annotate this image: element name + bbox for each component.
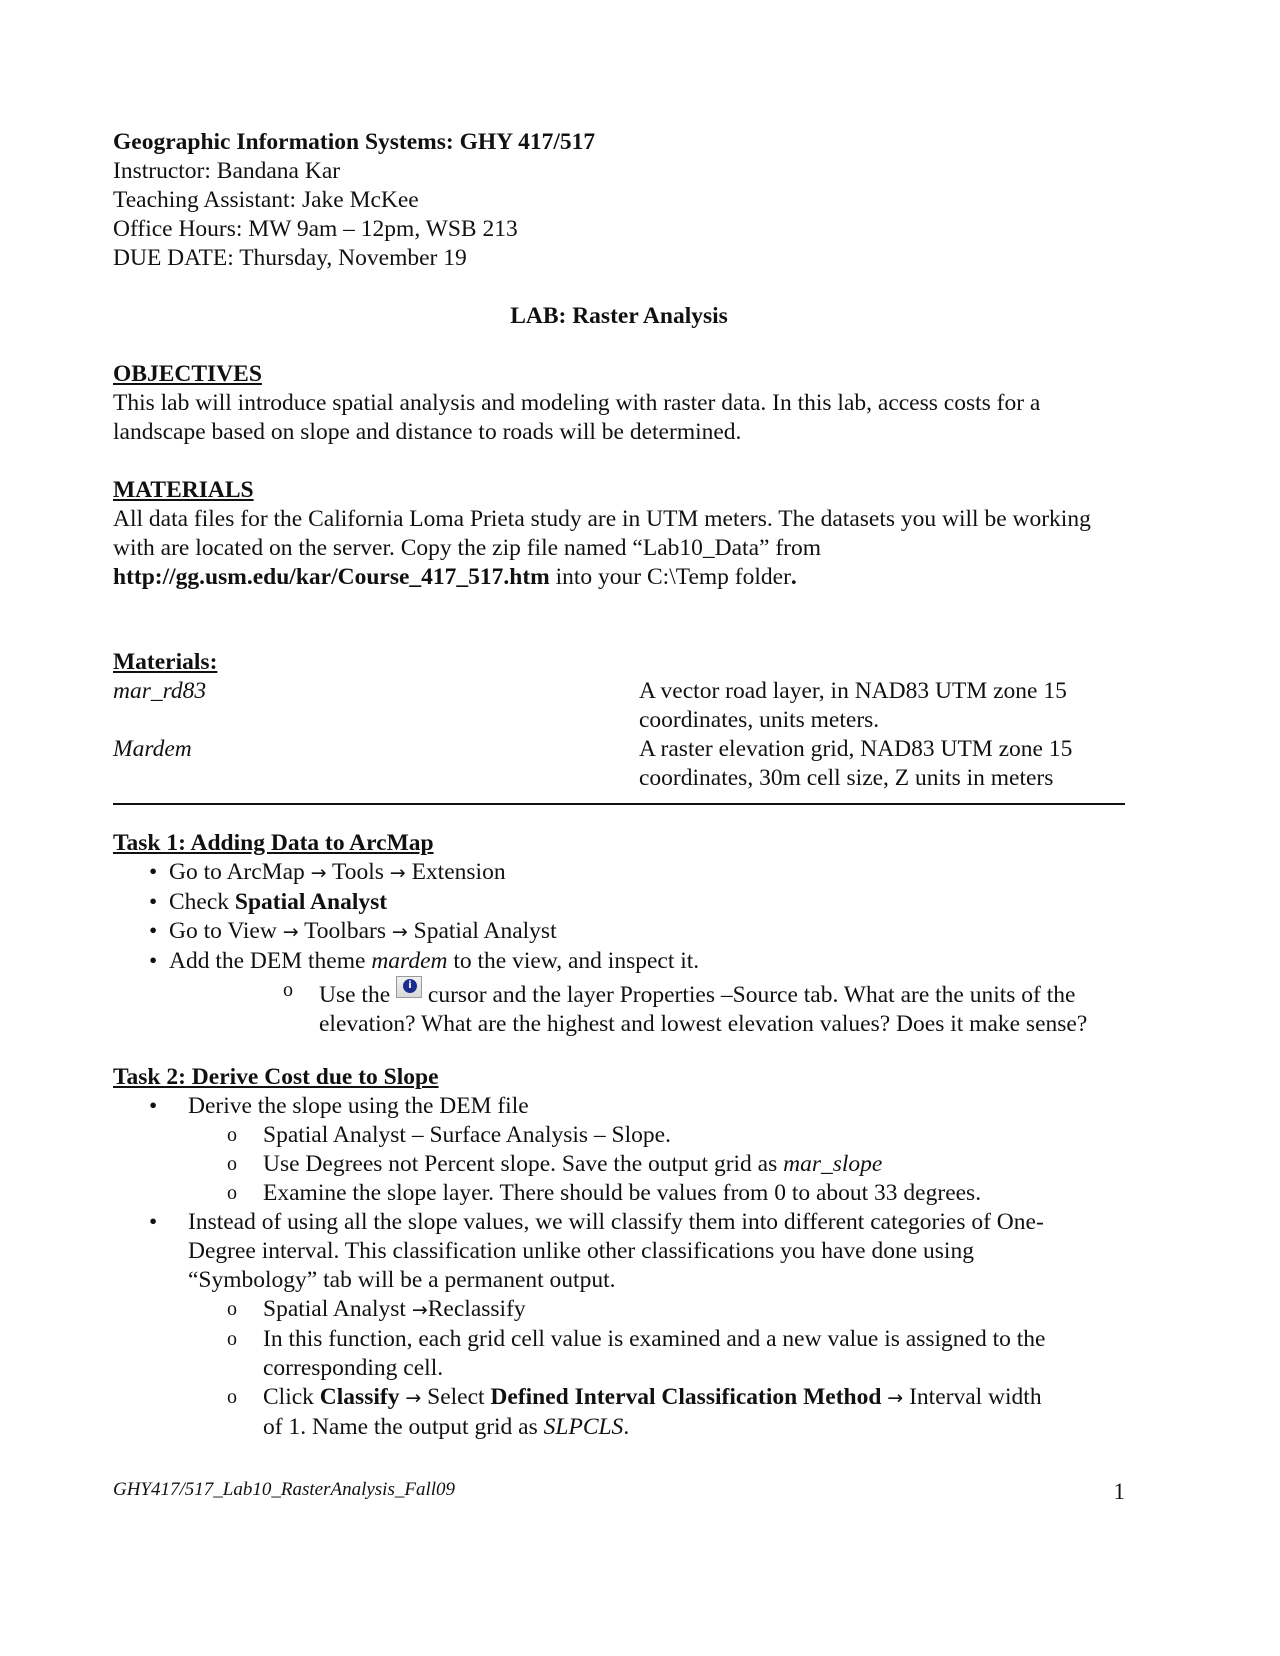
sub-list-item — [169, 976, 1125, 1039]
materials-text-intro: All data files for the California Loma Prieta study are in UTM meters. The datasets you will be working with are located on the server. Copy the zip file named “Lab10_Data” from — [113, 506, 1091, 561]
step-text: . — [623, 1414, 630, 1440]
step-text: Degree interval. This classification unlike other classifications you have done using — [188, 1238, 974, 1264]
instructor-line: Instructor: Bandana Kar — [113, 158, 341, 184]
lab-title: LAB: Raster Analysis — [510, 303, 728, 329]
step-emphasis: Defined Interval Classification Method — [490, 1384, 882, 1410]
page-number: 1 — [1113, 1479, 1125, 1504]
horizontal-divider — [113, 803, 1125, 805]
sub-list-item: o Spatial Analyst – Surface Analysis – Slope. — [113, 1121, 1125, 1150]
step-text: Extension — [405, 859, 506, 885]
step-emphasis: mar_slope — [783, 1151, 883, 1177]
step-text: o In this function, each grid cell value is examined and a new value is assigned to the — [263, 1326, 1046, 1352]
footer-document-title: GHY417/517_Lab10_RasterAnalysis_Fall09 — [113, 1479, 456, 1500]
objectives-section — [113, 360, 1125, 447]
step-text: Add the DEM theme — [169, 948, 372, 974]
step-emphasis: Spatial Analyst — [234, 889, 388, 915]
step-text: elevation? What are the highest and lowest elevation values? Does it make sense? — [319, 1011, 1088, 1037]
step-text: • Instead of using all the slope values, we will classify them into different categories of One- — [188, 1209, 1044, 1235]
step-text: Spatial Analyst — [407, 918, 557, 944]
material-name: Mardem — [113, 736, 192, 762]
material-description-line: coordinates, units meters. — [639, 707, 880, 733]
step-text: Go to View — [169, 918, 283, 944]
list-item — [113, 888, 1125, 917]
material-description-line: coordinates, 30m cell size, Z units in meters — [639, 765, 1054, 791]
arrow-right-icon: → — [887, 1387, 904, 1409]
document-page — [113, 128, 1125, 1442]
sub-list-item — [113, 1325, 1125, 1383]
step-text: to the view, and inspect it. — [447, 948, 700, 974]
identify-info-icon: i — [396, 976, 422, 998]
course-url-link[interactable]: http://gg.usm.edu/kar/Course_417_517.htm — [113, 564, 550, 590]
step-text: Go to ArcMap — [169, 859, 311, 885]
arrow-right-icon: → — [310, 862, 327, 884]
step-text: Interval width — [903, 1384, 1042, 1410]
step-text: corresponding cell. — [263, 1355, 444, 1381]
step-text: “Symbology” tab will be a permanent output. — [188, 1267, 616, 1293]
task1-section — [113, 829, 1125, 1039]
sub-list-item — [113, 1295, 1125, 1325]
step-text: Toolbars — [298, 918, 392, 944]
step-text: Spatial Analyst — [263, 1296, 412, 1322]
step-text: Tools — [326, 859, 390, 885]
sub-list-item — [113, 1383, 1125, 1442]
objectives-text: This lab will introduce spatial analysis and modeling with raster data. In this lab, access costs for a landscape based on slope and distance to roads will be determined. — [113, 390, 1041, 445]
step-text: • Derive the slope using the DEM file — [188, 1093, 529, 1119]
objectives-heading: OBJECTIVES — [113, 361, 262, 387]
arrow-right-icon: → — [282, 921, 299, 943]
list-item — [113, 858, 1125, 888]
course-header — [113, 128, 1125, 273]
task2-section — [113, 1063, 1125, 1442]
task1-heading: Task 1: Adding Data to ArcMap — [113, 830, 434, 856]
arrow-right-icon: → — [391, 921, 408, 943]
materials-row — [113, 677, 1125, 735]
material-name: mar_rd83 — [113, 678, 207, 704]
step-emphasis: Classify — [319, 1384, 400, 1410]
course-title: Geographic Information Systems: GHY 417/517 — [113, 129, 596, 155]
arrow-right-icon: → — [411, 1299, 428, 1321]
arrow-right-icon: → — [405, 1387, 422, 1409]
sub-list-item — [113, 1150, 1125, 1179]
materials-row — [113, 735, 1125, 793]
list-item — [113, 917, 1125, 947]
materials-text-outro: into your C:\Temp folder — [549, 564, 791, 590]
step-text: Select — [421, 1384, 491, 1410]
materials-period: . — [790, 564, 797, 590]
list-item — [113, 947, 1125, 1039]
material-description-line: A vector road layer, in NAD83 UTM zone 15 — [639, 678, 1067, 704]
step-text: Check — [169, 889, 235, 915]
materials-text — [113, 505, 1125, 592]
material-description — [639, 735, 1125, 793]
due-date-line: DUE DATE: Thursday, November 19 — [113, 245, 467, 271]
material-description-line: A raster elevation grid, NAD83 UTM zone 15 — [639, 736, 1073, 762]
materials-section — [113, 476, 1125, 592]
page-footer — [113, 1478, 1125, 1502]
step-text: of 1. Name the output grid as — [263, 1414, 544, 1440]
step-text: Click — [263, 1384, 320, 1410]
step-text: Use Degrees not Percent slope. Save the output grid as — [263, 1151, 784, 1177]
sub-list-item: o Examine the slope layer. There should be values from 0 to about 33 degrees. — [113, 1179, 1125, 1208]
list-item — [113, 1092, 1125, 1208]
material-description — [639, 677, 1125, 735]
materials-table-heading: Materials: — [113, 649, 218, 675]
task2-heading: Task 2: Derive Cost due to Slope — [113, 1064, 439, 1090]
materials-heading: MATERIALS — [113, 477, 254, 503]
materials-table — [113, 648, 1125, 793]
step-text: Reclassify — [427, 1296, 526, 1322]
arrow-right-icon: → — [389, 862, 406, 884]
ta-line: Teaching Assistant: Jake McKee — [113, 187, 419, 213]
office-hours-line: Office Hours: MW 9am – 12pm, WSB 213 — [113, 216, 518, 242]
step-emphasis: SLPCLS — [543, 1414, 624, 1440]
step-text: Use the — [319, 982, 397, 1008]
step-emphasis: mardem — [371, 948, 448, 974]
step-text: cursor and the layer Properties –Source tab. What are the units of the — [422, 982, 1076, 1008]
list-item — [113, 1208, 1125, 1442]
